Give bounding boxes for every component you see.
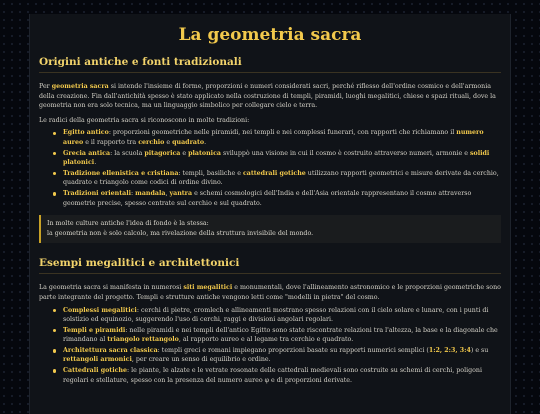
list-item: Complessi megalitici: cerchi di pietre, cromlech e allineamenti mostrano spesso relazioni con il cielo solare e lunare, con i punti di solstizio ed equinozio, suggerendo l'uso di cerchi, raggi e divisioni angolari regolari. xyxy=(63,306,501,325)
list-item: Cattedrali gotiche: le piante, le alzate e le vetrate rosonate delle cattedrali medievali sono costruite su schemi di cerchi, poligoni regolari e stellature, spesso con la presenza del numero aureo φ e di proporzioni derivate. xyxy=(63,366,501,385)
quote-line: la geometria non è solo calcolo, ma rivelazione della struttura invisibile del mondo. xyxy=(47,229,314,237)
quote-box xyxy=(39,215,501,243)
page-title: La geometria sacra xyxy=(178,25,362,45)
quote-line: In molte culture antiche l'idea di fondo è la stessa: xyxy=(47,220,209,228)
traditions-list xyxy=(39,128,501,208)
list-item: Architettura sacra classica: templi greci e romani impiegano proporzioni basate su rapporti numerici semplici (1:2, 2:3, 3:4) e su rettangoli armonici, per creare un senso di equilibrio e ordine. xyxy=(63,346,501,365)
article-page xyxy=(29,14,511,414)
list-item: Tradizioni orientali: mandala, yantra e schemi cosmologici dell'India e dell'Asia orientale rappresentano il cosmo attraverso geometrie precise, spesso centrate sul cerchio e sul quadrato. xyxy=(63,189,501,208)
section-heading-origins: Origini antiche e fonti tradizionali xyxy=(39,56,501,73)
list-item: Egitto antico: proporzioni geometriche nelle piramidi, nei templi e nei complessi funerari, con rapporti che richiamano il numero aureo e il rapporto tra cerchio e quadrato. xyxy=(63,128,501,147)
traditions-lead-paragraph: Le radici della geometria sacra si riconoscono in molte tradizioni: xyxy=(39,116,250,124)
examples-intro-paragraph: La geometria sacra si manifesta in numerosi siti megalitici e monumentali, dove l'allineamento astronomico e le proporzioni geometriche sono parte integrante del progetto. Templi e strutture antiche vengono letti come "modelli in pietra" del cosmo. xyxy=(39,284,501,301)
section-heading-examples: Esempi megalitici e architettonici xyxy=(39,257,501,274)
origins-intro-paragraph: Per geometria sacra si intende l'insieme di forme, proporzioni e numeri considerati sacri, perché riflesso dell'ordine cosmico e dell'armonia della creazione. Fin dall'antichità spesso è stato applicato nella costruzione di templi, piramidi, luoghi megalitici, chiese e spazi rituali, dove la geometria non era solo tecnica, ma un linguaggio simbolico per collegare cielo e terra. xyxy=(39,83,496,110)
keyword: geometria sacra xyxy=(51,83,109,90)
list-item: Templi e piramidi: nelle piramidi e nei templi dell'antico Egitto sono state riscontrate relazioni tra l'altezza, la base e la diagonale che rimandano al triangolo rettangolo, al rapporto aureo e al legame tra cerchio e quadrato. xyxy=(63,326,501,345)
list-item: Tradizione ellenistica e cristiana: templi, basiliche e cattedrali gotiche utilizzano rapporti geometrici e misure derivate da cerchio, quadrato e triangolo come codici di ordine divino. xyxy=(63,169,501,188)
list-item: Grecia antica: la scuola pitagorica e platonica sviluppò una visione in cui il cosmo è costruito attraverso numeri, armonie e solidi platonici. xyxy=(63,149,501,168)
examples-list xyxy=(39,306,501,386)
keyword: siti megalitici xyxy=(183,284,233,292)
